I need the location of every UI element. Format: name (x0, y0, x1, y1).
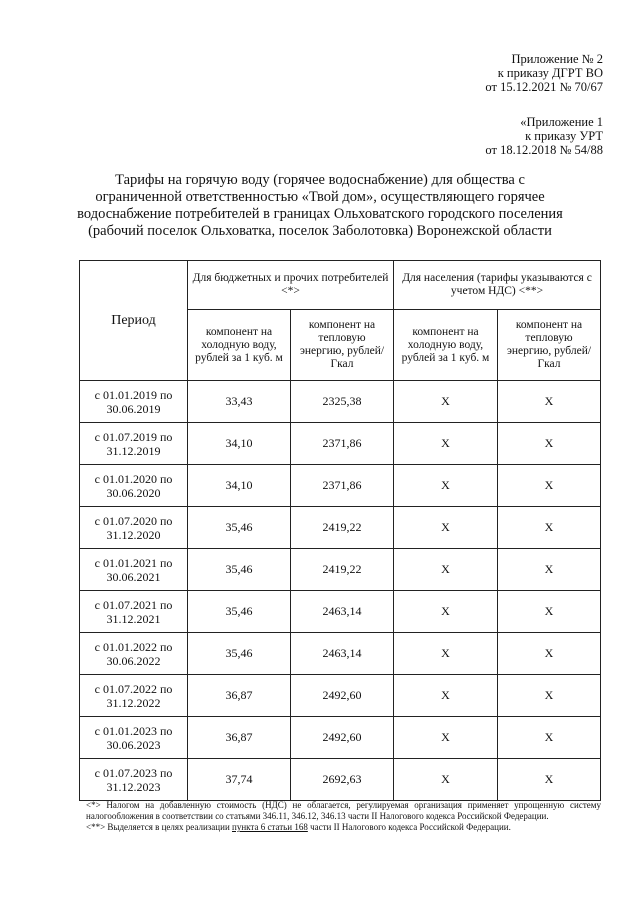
budget-cold-water-value: 34,10 (188, 423, 291, 465)
footnote-1: <*> Налогом на добавленную стоимость (НДС) не облагается, регулируемая организация применяет упрощенную систему налогообложения в соответствии со статьями 346.11, 346.12, 346.13 части II Налогового кодекса Российской Федерации. (86, 800, 601, 821)
period-cell: с 01.07.2021 по 31.12.2021 (80, 591, 188, 633)
population-heat-value: Х (498, 591, 601, 633)
quoted-appendix-line-2: к приказу УРТ (525, 129, 603, 143)
table-row (80, 633, 601, 675)
title-line-3: водоснабжение потребителей в границах Ольховатского городского поселения (77, 206, 563, 222)
period-cell: с 01.01.2020 по 30.06.2020 (80, 465, 188, 507)
appendix-line-3: от 15.12.2021 № 70/67 (485, 80, 603, 94)
budget-heat-value: 2692,63 (291, 759, 394, 801)
footnote-2-suffix: части II Налогового кодекса Российской Федерации. (307, 822, 511, 832)
period-cell: с 01.07.2020 по 31.12.2020 (80, 507, 188, 549)
table-row (80, 423, 601, 465)
footnotes (86, 800, 601, 833)
document-title (70, 172, 570, 240)
quoted-appendix-header (485, 115, 603, 157)
period-cell: с 01.07.2022 по 31.12.2022 (80, 675, 188, 717)
budget-heat-value: 2492,60 (291, 717, 394, 759)
budget-cold-water-value: 35,46 (188, 591, 291, 633)
title-line-2: ограниченной ответственностью «Твой дом», осуществляющего горячее (95, 189, 545, 205)
population-cold-water-header: компонент на холодную воду, рублей за 1 куб. м (394, 310, 498, 381)
budget-cold-water-value: 33,43 (188, 381, 291, 423)
table-header-row-1 (80, 261, 601, 310)
budget-group-header: Для бюджетных и прочих потребителей <*> (188, 261, 394, 310)
title-line-1: Тарифы на горячую воду (горячее водоснабжение) для общества с (115, 172, 525, 188)
table-row (80, 675, 601, 717)
article-168-link[interactable]: пункта 6 статьи 168 (232, 822, 308, 832)
population-heat-value: Х (498, 423, 601, 465)
budget-cold-water-value: 36,87 (188, 717, 291, 759)
budget-cold-water-value: 35,46 (188, 633, 291, 675)
population-cold-water-value: Х (394, 381, 498, 423)
table-row (80, 381, 601, 423)
population-heat-value: Х (498, 549, 601, 591)
table-row (80, 549, 601, 591)
population-group-header: Для населения (тарифы указываются с учетом НДС) <**> (394, 261, 601, 310)
budget-heat-value: 2419,22 (291, 507, 394, 549)
population-heat-value: Х (498, 633, 601, 675)
budget-heat-value: 2492,60 (291, 675, 394, 717)
population-heat-value: Х (498, 717, 601, 759)
period-cell: с 01.07.2019 по 31.12.2019 (80, 423, 188, 465)
budget-cold-water-value: 36,87 (188, 675, 291, 717)
population-cold-water-value: Х (394, 507, 498, 549)
population-heat-header: компонент на тепловую энергию, рублей/Гкал (498, 310, 601, 381)
appendix-line-2: к приказу ДГРТ ВО (497, 66, 603, 80)
budget-cold-water-value: 34,10 (188, 465, 291, 507)
period-cell: с 01.07.2023 по 31.12.2023 (80, 759, 188, 801)
footnote-2 (86, 822, 601, 833)
population-cold-water-value: Х (394, 591, 498, 633)
population-cold-water-value: Х (394, 717, 498, 759)
budget-heat-value: 2371,86 (291, 423, 394, 465)
population-cold-water-value: Х (394, 423, 498, 465)
population-heat-value: Х (498, 759, 601, 801)
table-row (80, 465, 601, 507)
population-heat-value: Х (498, 465, 601, 507)
budget-heat-value: 2371,86 (291, 465, 394, 507)
population-cold-water-value: Х (394, 675, 498, 717)
budget-heat-value: 2463,14 (291, 591, 394, 633)
budget-cold-water-value: 35,46 (188, 507, 291, 549)
period-cell: с 01.01.2019 по 30.06.2019 (80, 381, 188, 423)
budget-cold-water-value: 37,74 (188, 759, 291, 801)
budget-heat-value: 2325,38 (291, 381, 394, 423)
footnote-2-prefix: <**> Выделяется в целях реализации (86, 822, 233, 832)
title-line-4: (рабочий поселок Ольховатка, поселок Заболотовка) Воронежской области (88, 223, 552, 239)
period-cell: с 01.01.2021 по 30.06.2021 (80, 549, 188, 591)
budget-cold-water-value: 35,46 (188, 549, 291, 591)
tariff-table (79, 260, 601, 801)
table-row (80, 507, 601, 549)
population-heat-value: Х (498, 507, 601, 549)
budget-heat-header: компонент на тепловую энергию, рублей/Гкал (291, 310, 394, 381)
budget-heat-value: 2419,22 (291, 549, 394, 591)
table-row (80, 591, 601, 633)
period-header: Период (80, 261, 188, 381)
quoted-appendix-line-1: «Приложение 1 (520, 115, 603, 129)
population-cold-water-value: Х (394, 465, 498, 507)
population-cold-water-value: Х (394, 549, 498, 591)
population-heat-value: Х (498, 381, 601, 423)
population-heat-value: Х (498, 675, 601, 717)
period-cell: с 01.01.2023 по 30.06.2023 (80, 717, 188, 759)
budget-cold-water-header: компонент на холодную воду, рублей за 1 куб. м (188, 310, 291, 381)
population-cold-water-value: Х (394, 633, 498, 675)
population-cold-water-value: Х (394, 759, 498, 801)
budget-heat-value: 2463,14 (291, 633, 394, 675)
quoted-appendix-line-3: от 18.12.2018 № 54/88 (485, 143, 603, 157)
appendix-line-1: Приложение № 2 (511, 52, 603, 66)
appendix-header (485, 52, 603, 94)
table-row (80, 759, 601, 801)
period-cell: с 01.01.2022 по 30.06.2022 (80, 633, 188, 675)
table-row (80, 717, 601, 759)
